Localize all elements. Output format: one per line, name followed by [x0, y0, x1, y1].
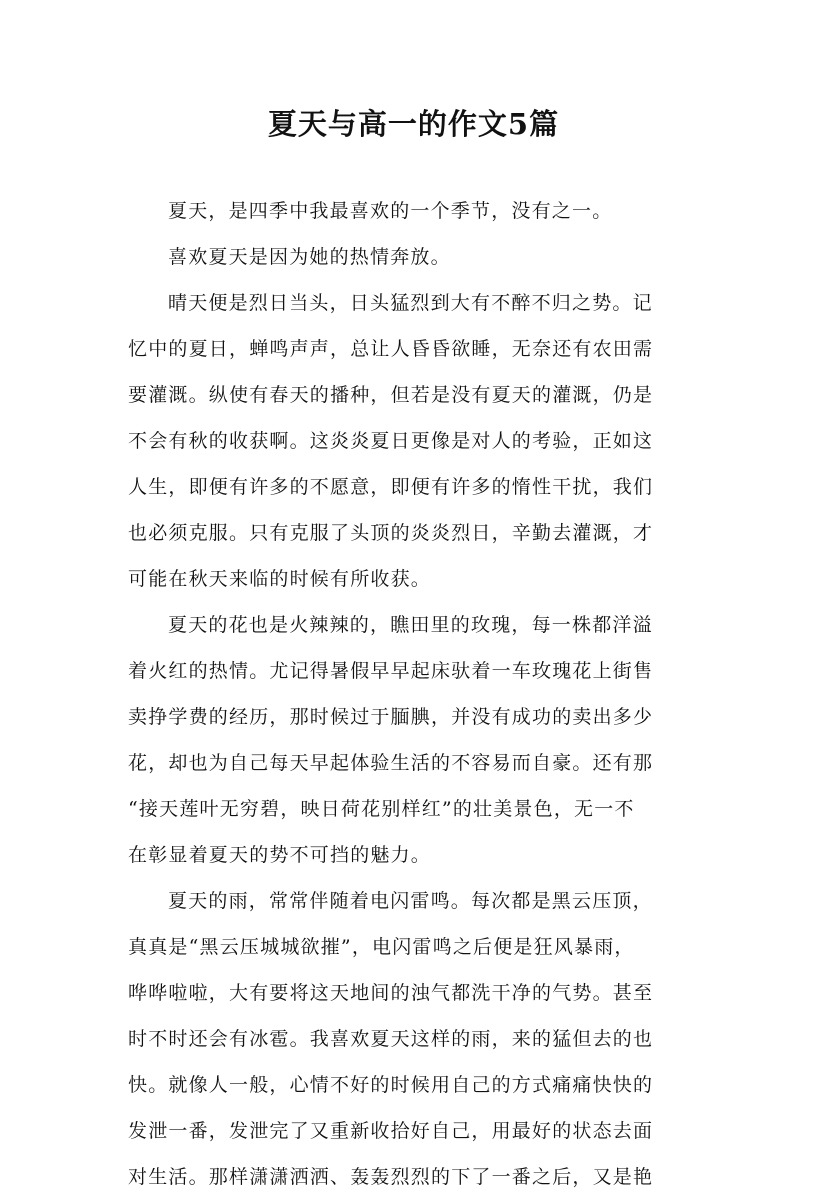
- text-line: 对生活。那样潇潇洒洒、轰轰烈烈的下了一番之后，又是艳: [128, 1166, 654, 1188]
- text-line: 夏天，是四季中我最喜欢的一个季节，没有之一。: [168, 200, 613, 222]
- text-line: 也必须克服。只有克服了头顶的炎炎烈日，辛勤去灌溉，才: [128, 522, 654, 544]
- text-line: 夏天的花也是火辣辣的，瞧田里的玫瑰，每一株都洋溢: [168, 614, 653, 636]
- text-line: 可能在秋天来临的时候有所收获。: [128, 568, 432, 590]
- text-line: 着火红的热情。尤记得暑假早早起床驮着一车玫瑰花上街售: [128, 660, 654, 682]
- document-body: [128, 188, 713, 1200]
- text-line: 真真是“黑云压城城欲摧”，电闪雷鸣之后便是狂风暴雨，: [128, 936, 635, 958]
- text-line: 卖挣学费的经历，那时候过于腼腆，并没有成功的卖出多少: [128, 706, 654, 728]
- document-title: 夏天与高一的作文5篇: [267, 107, 560, 141]
- text-line: 喜欢夏天是因为她的热情奔放。: [168, 246, 451, 268]
- text-line: 人生，即便有许多的不愿意，即便有许多的惰性干扰，我们: [128, 476, 654, 498]
- text-line: 要灌溉。纵使有春天的播种，但若是没有夏天的灌溉，仍是: [128, 384, 654, 406]
- text-line: 花，却也为自己每天早起体验生活的不容易而自豪。还有那: [128, 752, 654, 774]
- text-line: “接天莲叶无穷碧，映日荷花别样红”的壮美景色，无一不: [128, 798, 635, 820]
- text-line: 不会有秋的收获啊。这炎炎夏日更像是对人的考验，正如这: [128, 430, 654, 452]
- text-line: 哗哗啦啦，大有要将这天地间的浊气都洗干净的气势。甚至: [128, 982, 654, 1004]
- text-line: 在彰显着夏天的势不可挡的魅力。: [128, 844, 432, 866]
- text-line: 快。就像人一般，心情不好的时候用自己的方式痛痛快快的: [128, 1074, 654, 1096]
- text-line: 时不时还会有冰雹。我喜欢夏天这样的雨，来的猛但去的也: [128, 1028, 654, 1050]
- text-line: 忆中的夏日，蝉鸣声声，总让人昏昏欲睡，无奈还有农田需: [128, 338, 654, 360]
- text-line: 夏天的雨，常常伴随着电闪雷鸣。每次都是黑云压顶，: [168, 890, 653, 912]
- text-line: 发泄一番，发泄完了又重新收拾好自己，用最好的状态去面: [128, 1120, 654, 1142]
- text-line: 晴天便是烈日当头，日头猛烈到大有不醉不归之势。记: [168, 292, 653, 314]
